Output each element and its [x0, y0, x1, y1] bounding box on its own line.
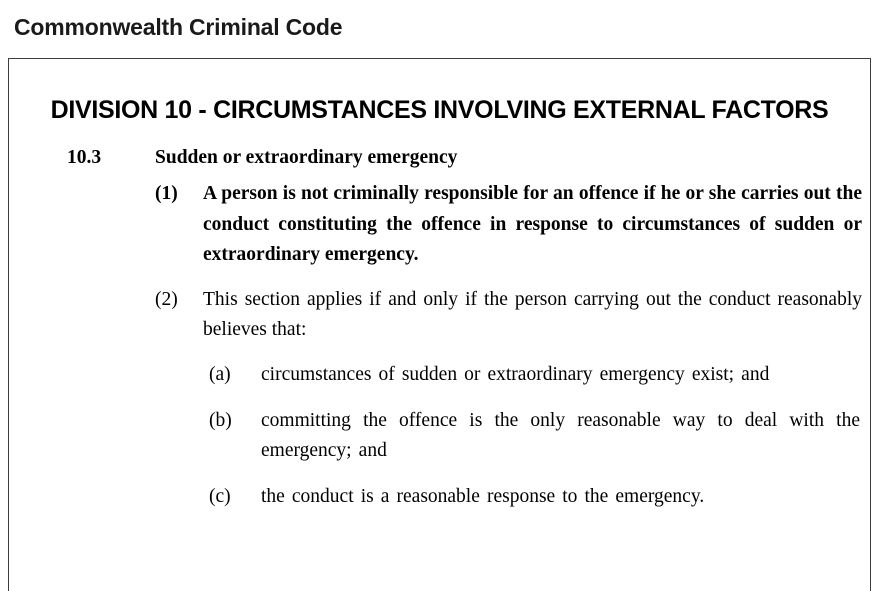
- clause-2-number: (2): [155, 288, 178, 310]
- subclause-c-number: (c): [209, 485, 231, 507]
- subclause-c-text: the conduct is a reasonable response to the emergency.: [261, 485, 705, 507]
- section-number: 10.3: [67, 147, 102, 168]
- page-title: Commonwealth Criminal Code: [14, 14, 343, 40]
- subclause-a-text: circumstances of sudden or extraordinary emergency exist; and: [261, 364, 770, 386]
- clause-2-text: This section applies if and only if the person carrying out the conduct reasonably believes that:: [203, 288, 862, 341]
- document-content-frame: [8, 58, 871, 591]
- section-heading-row: [67, 147, 870, 169]
- clause-1-text: A person is not criminally responsible for an offence if he or she carries out the conduct constituting the offence in response to circumstances of sudden or extraordinary emergency.: [203, 183, 862, 266]
- subclause-b-text: committing the offence is the only reasonable way to deal with the emergency; and: [261, 409, 860, 462]
- subclause-b-number: (b): [209, 409, 232, 431]
- clause-1: [155, 179, 862, 271]
- division-heading: DIVISION 10 - CIRCUMSTANCES INVOLVING EXTERNAL FACTORS: [50, 96, 829, 124]
- clause-1-number: (1): [155, 183, 178, 204]
- subclause-a: [209, 360, 860, 391]
- clause-2: [155, 285, 862, 346]
- section-title: Sudden or extraordinary emergency: [155, 147, 458, 168]
- subclause-b: [209, 406, 860, 467]
- subclause-a-number: (a): [209, 364, 231, 386]
- subclause-c: [209, 482, 860, 513]
